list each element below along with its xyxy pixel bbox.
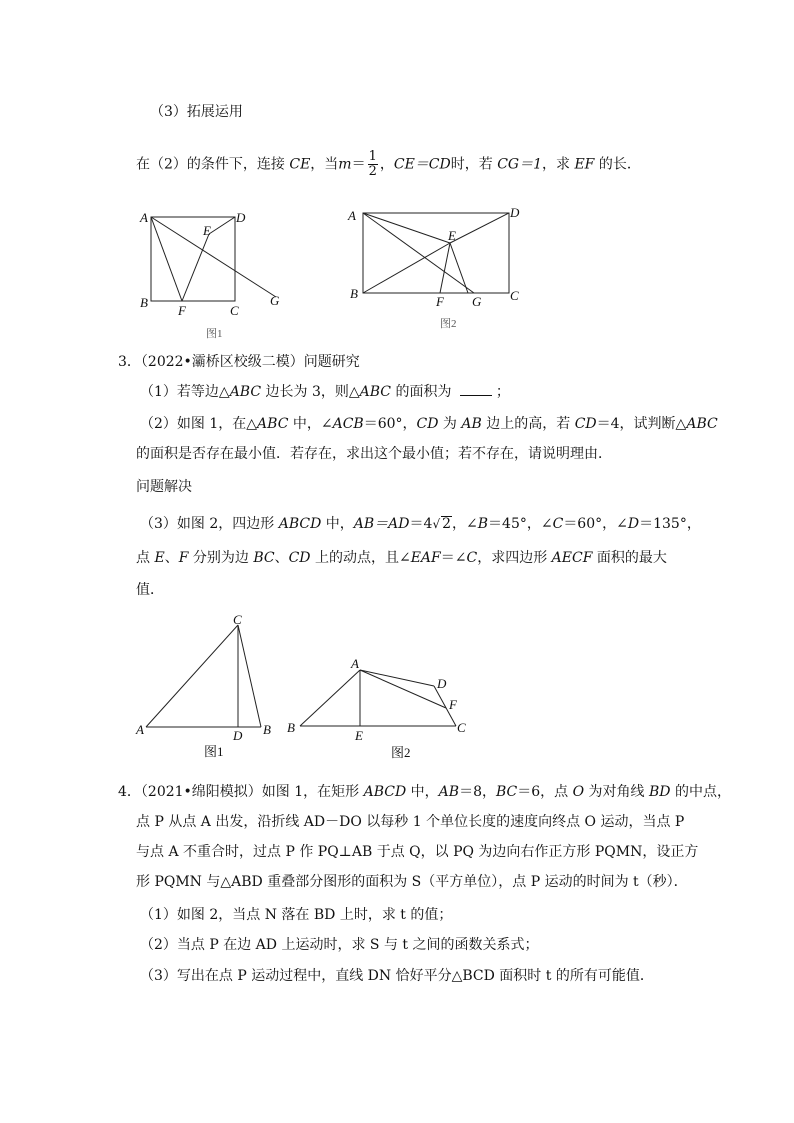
q3-fig1-label-c: C bbox=[233, 612, 242, 627]
q4-line3: 与点 A 不重合时，过点 P 作 PQ⊥AB 于点 Q，以 PQ 为边向右作正方形 PQMN，设正方 bbox=[136, 844, 699, 860]
q3-header: 3．（2022•灞桥区校级二模）问题研究 bbox=[118, 354, 360, 370]
fig2-label-f: F bbox=[436, 294, 444, 309]
q3-part3-line1: （3）如图 2，四边形 ABCD 中，AB＝AD＝4√ 2，∠B＝45°，∠C＝60°，∠D＝135°， bbox=[140, 516, 701, 532]
fig1-label-b: B bbox=[140, 295, 148, 310]
q3-part1: （1）若等边△ABC 边长为 3，则△ABC 的面积为 ； bbox=[140, 384, 510, 400]
fig2-label-b: B bbox=[350, 286, 358, 301]
figure-rectangle-2 bbox=[340, 200, 540, 340]
q3-fig2-label-b: B bbox=[287, 720, 295, 735]
q3-part2-line1: （2）如图 1，在△ABC 中，∠ACB＝60°，CD 为 AB 边上的高，若 CD＝4，试判断△ABC bbox=[140, 416, 718, 432]
fig2-label-e: E bbox=[448, 228, 456, 243]
q4-sub3: （3）写出在点 P 运动过程中，直线 DN 恰好平分△BCD 面积时 t 的所有可能值． bbox=[140, 968, 654, 984]
answer-blank bbox=[460, 383, 492, 396]
q4-sub2: （2）当点 P 在边 AD 上运动时，求 S 与 t 之间的函数关系式； bbox=[140, 937, 539, 953]
q3-part3-line2: 点 E、F 分别为边 BC、CD 上的动点，且∠EAF＝∠C，求四边形 AECF 面积的最大 bbox=[136, 550, 667, 566]
q3-fig2-label-c: C bbox=[457, 720, 466, 735]
fig2-caption: 图2 bbox=[440, 318, 457, 330]
sub3-title: （3）拓展运用 bbox=[150, 104, 243, 120]
q3-fig1-label-a: A bbox=[136, 722, 144, 737]
q3-subhead: 问题解决 bbox=[136, 479, 192, 495]
fig1-label-c: C bbox=[230, 303, 239, 318]
q3-fig1-label-b: B bbox=[263, 722, 271, 737]
q3-fig2-label-a: A bbox=[351, 656, 359, 671]
q3-figure-triangle bbox=[132, 610, 282, 760]
q3-fig2-label-d: D bbox=[437, 676, 447, 691]
sub3-text: 在（2）的条件下，连接 CE，当m＝ $\frac{1}{2}$ ，CE＝CD时，若 CG＝1，求 EF 的长． bbox=[136, 149, 641, 179]
q4-sub1: （1）如图 2，当点 N 落在 BD 上时，求 t 的值； bbox=[140, 907, 453, 923]
q3-fig2-label-e: E bbox=[355, 728, 363, 743]
q4-line2: 点 P 从点 A 出发，沿折线 AD－DO 以每秒 1 个单位长度的速度向终点 O 运动，当点 P bbox=[136, 814, 685, 830]
fig1-label-f: F bbox=[178, 303, 186, 318]
fig1-caption: 图1 bbox=[206, 328, 223, 340]
fig1-label-g: G bbox=[270, 293, 280, 308]
q3-fig1-label-d: D bbox=[233, 728, 243, 743]
figure-square-1 bbox=[130, 205, 290, 345]
q3-figure-quadrilateral bbox=[284, 652, 474, 764]
fig1-label-a: A bbox=[140, 210, 148, 225]
fig2-label-d: D bbox=[510, 205, 520, 220]
fig1-label-d: D bbox=[236, 210, 246, 225]
q3-part2-line2: 的面积是否存在最小值．若存在，求出这个最小值；若不存在，请说明理由． bbox=[136, 446, 612, 462]
q3-part3-line3: 值． bbox=[136, 582, 164, 598]
q3-fig1-caption: 图1 bbox=[204, 744, 224, 759]
q4-line4: 形 PQMN 与△ABD 重叠部分图形的面积为 S（平方单位），点 P 运动的时间为 t（秒）． bbox=[136, 874, 688, 890]
q3-fig2-caption: 图2 bbox=[391, 745, 411, 760]
fig2-label-g: G bbox=[472, 294, 482, 309]
fraction-one-half: $\frac{1}{2}$ bbox=[368, 149, 377, 179]
q3-fig2-label-f: F bbox=[449, 697, 457, 712]
q4-line1: 4．（2021•绵阳模拟）如图 1，在矩形 ABCD 中，AB＝8，BC＝6，点 O 为对角线 BD 的中点， bbox=[118, 784, 731, 800]
fig2-label-a: A bbox=[348, 208, 356, 223]
fig1-label-e: E bbox=[203, 223, 211, 238]
fig2-label-c: C bbox=[510, 288, 519, 303]
